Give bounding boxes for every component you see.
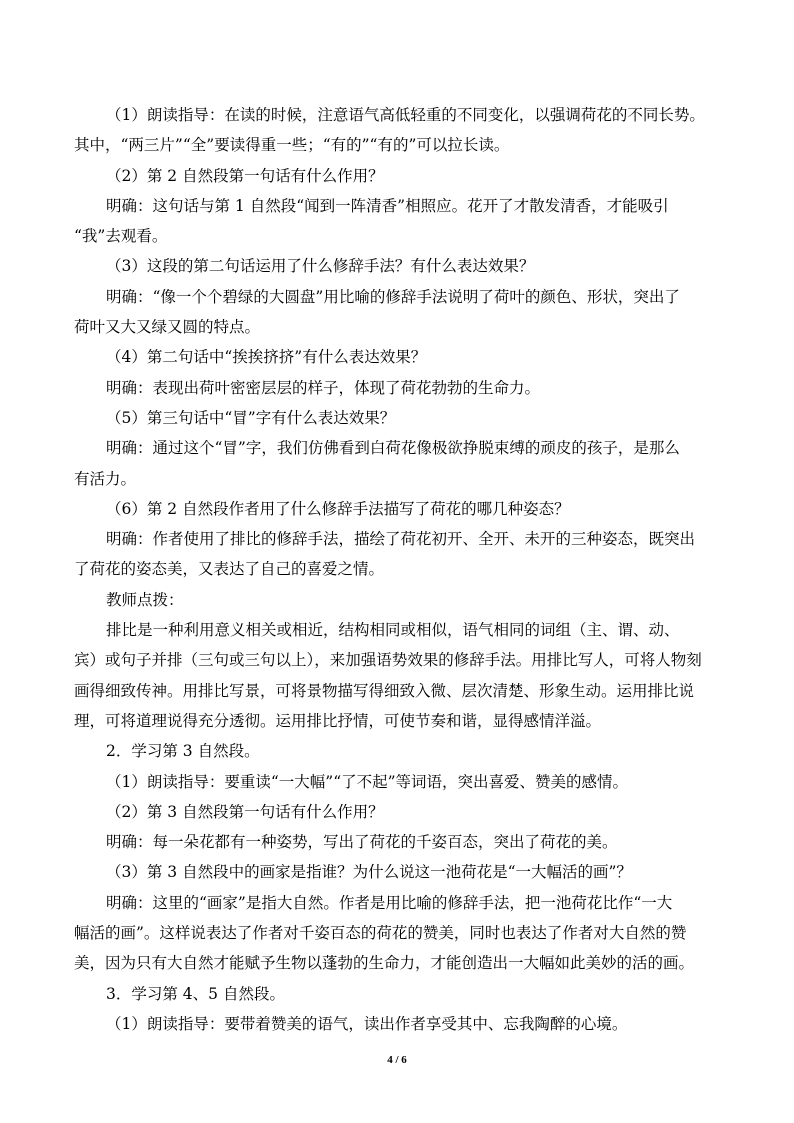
- document-body: [74, 100, 726, 1039]
- text-line: （5）第三句话中“冒”字有什么表达效果？: [106, 408, 396, 427]
- text-line: 宾）或句子并排（三句或三句以上），来加强语势效果的修辞手法。用排比写人，可将人物刻: [74, 651, 702, 670]
- text-line: （3）第 3 自然段中的画家是指谁？为什么说这一池荷花是“一大幅活的画”？: [106, 863, 632, 882]
- text-line: （2）第 2 自然段第一句话有什么作用？: [106, 166, 384, 185]
- text-line: 明确：“像一个个碧绿的大圆盘”用比喻的修辞手法说明了荷叶的颜色、形状，突出了: [106, 287, 680, 306]
- text-line: 荷叶又大又绿又圆的特点。: [74, 318, 261, 337]
- text-line: 明确：这句话与第 1 自然段“闻到一阵清香”相照应。花开了才散发清香，才能吸引: [106, 196, 669, 215]
- text-line: 明确：每一朵花都有一种姿势，写出了荷花的千姿百态，突出了荷花的美。: [106, 833, 618, 852]
- text-line: 美，因为只有大自然才能赋予生物以蓬勃的生命力，才能创造出一大幅如此美妙的活的画。: [74, 954, 695, 973]
- text-line: 3．学习第 4、5 自然段。: [106, 984, 285, 1003]
- text-line: （1）朗读指导：在读的时候，注意语气高低轻重的不同变化，以强调荷花的不同长势。: [106, 106, 705, 124]
- text-line: （4）第二句话中“挨挨挤挤”有什么表达效果？: [106, 348, 427, 367]
- text-line: “我”去观看。: [74, 227, 168, 246]
- text-line: 其中，“两三片”“全”要读得重一些；“有的”“有的”可以拉长读。: [74, 136, 510, 155]
- text-line: 明确：表现出荷叶密密层层的样子，体现了荷花勃勃的生命力。: [106, 378, 541, 397]
- text-line: （6）第 2 自然段作者用了什么修辞手法描写了荷花的哪几种姿态？: [106, 499, 570, 518]
- text-line: 明确：作者使用了排比的修辞手法，描绘了荷花初开、全开、未开的三种姿态，既突出: [106, 530, 696, 549]
- text-line: 2．学习第 3 自然段。: [106, 742, 260, 761]
- text-line: （2）第 3 自然段第一句话有什么作用？: [106, 802, 384, 821]
- text-line: 教师点拨：: [106, 590, 184, 609]
- text-line: （1）朗读指导：要重读“一大幅”“了不起”等词语，突出喜爱、赞美的感情。: [106, 772, 629, 791]
- text-line: 明确：这里的“画家”是指大自然。作者是用比喻的修辞手法，把一池荷花比作“一大: [106, 893, 673, 912]
- text-line: （1）朗读指导：要带着赞美的语气，读出作者享受其中、忘我陶醉的心境。: [106, 1014, 628, 1033]
- text-line: 画得细致传神。用排比写景，可将景物描写得细致入微、层次清楚、形象生动。运用排比说: [74, 681, 695, 700]
- page-number: 4 / 6: [387, 1054, 407, 1066]
- text-line: 有活力。: [74, 469, 137, 488]
- text-line: 幅活的画”。这样说表达了作者对千姿百态的荷花的赞美，同时也表达了作者对大自然的赞: [74, 924, 687, 943]
- text-line: （3）这段的第二句话运用了什么修辞手法？有什么表达效果？: [106, 257, 535, 276]
- text-line: 排比是一种利用意义相关或相近，结构相同或相似，语气相同的词组（主、谓、动、: [106, 621, 680, 640]
- text-line: 理，可将道理说得充分透彻。运用排比抒情，可使节奏和谐，显得感情洋溢。: [74, 711, 602, 730]
- text-line: 了荷花的姿态美，又表达了自己的喜爱之情。: [74, 560, 385, 579]
- text-line: 明确：通过这个“冒”字，我们仿佛看到白荷花像极欲挣脱束缚的顽皮的孩子，是那么: [106, 439, 680, 458]
